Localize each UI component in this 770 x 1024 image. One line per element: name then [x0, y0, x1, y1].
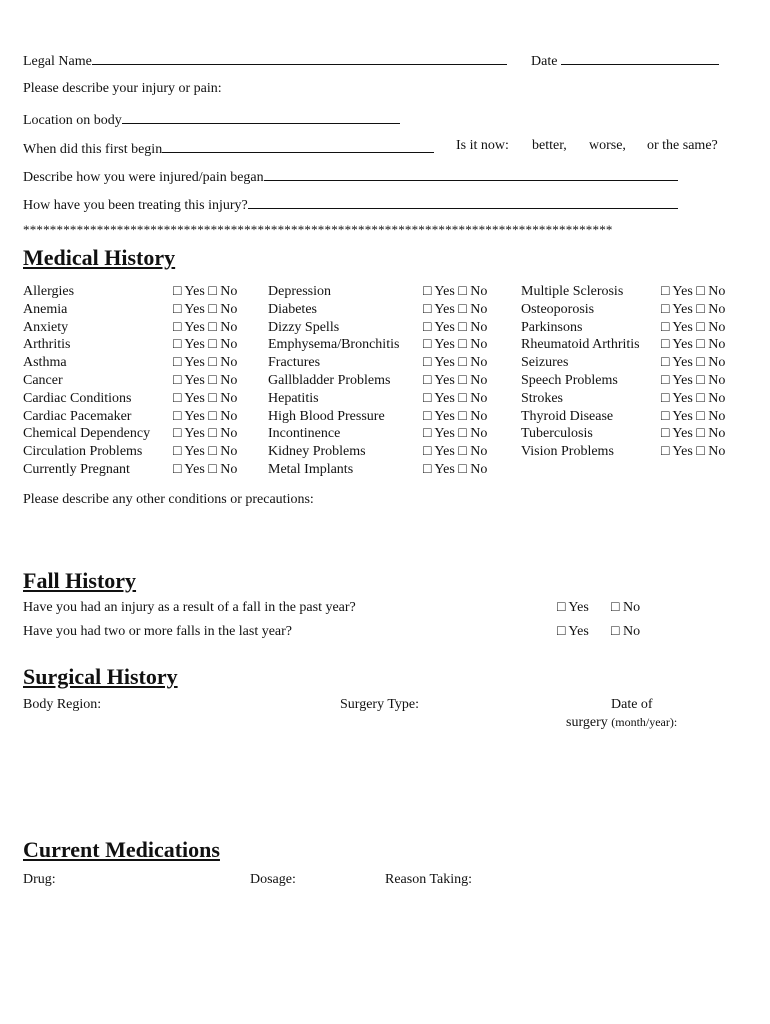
condition-label: Depression [268, 284, 331, 299]
legal-name-label: Legal Name [23, 54, 92, 69]
condition-label: Rheumatoid Arthritis [521, 337, 640, 353]
condition-label: Anxiety [23, 319, 69, 335]
yes-no-checkbox[interactable]: □ Yes □ No [661, 372, 726, 388]
yes-no-checkbox[interactable]: □ Yes □ No [661, 319, 726, 335]
yes-no-checkbox[interactable]: □ Yes □ No [423, 355, 488, 371]
yes-no-checkbox[interactable]: □ Yes □ No [661, 444, 726, 460]
yes-no-checkbox[interactable]: □ Yes □ No [173, 301, 238, 317]
drug-label: Drug: [23, 872, 56, 887]
treating-line[interactable] [248, 194, 678, 209]
yes-no-checkbox[interactable]: □ Yes □ No [661, 337, 726, 353]
yes-no-checkbox[interactable]: □ Yes □ No [661, 301, 726, 317]
yes-no-checkbox[interactable]: □ Yes □ No [423, 426, 488, 442]
condition-label: Dizzy Spells [268, 319, 340, 335]
how-injured-line[interactable] [264, 166, 678, 181]
yes-no-checkbox[interactable]: □ Yes □ No [423, 301, 488, 317]
surgical-history-title: Surgical History [23, 664, 178, 689]
first-begin-label: When did this first begin [23, 142, 163, 157]
how-injured-field[interactable] [23, 166, 678, 186]
condition-label: Cardiac Conditions [23, 390, 132, 406]
first-begin-field[interactable] [23, 138, 434, 158]
condition-label: Chemical Dependency [23, 426, 151, 442]
medical-col2-checkboxes[interactable] [423, 283, 487, 479]
location-field[interactable] [23, 109, 400, 129]
condition-label: Multiple Sclerosis [521, 284, 624, 299]
yes-no-checkbox[interactable]: □ Yes □ No [423, 284, 488, 299]
location-label: Location on body [23, 113, 122, 128]
fall-q2-yes-checkbox[interactable]: □ Yes [557, 624, 589, 639]
condition-label: Fractures [268, 355, 321, 371]
yes-no-checkbox[interactable]: □ Yes □ No [423, 408, 488, 424]
yes-no-checkbox[interactable]: □ Yes □ No [173, 390, 238, 406]
fall-q2-no-checkbox[interactable]: □ No [611, 624, 641, 639]
yes-no-checkbox[interactable]: □ Yes □ No [661, 408, 726, 424]
condition-label: Gallbladder Problems [268, 372, 391, 388]
yes-no-checkbox[interactable]: □ Yes □ No [661, 355, 726, 371]
medical-col3-checkboxes[interactable] [661, 283, 725, 461]
condition-label: Metal Implants [268, 461, 354, 477]
reason-taking-label: Reason Taking: [385, 872, 473, 887]
yes-no-checkbox[interactable]: □ Yes □ No [173, 355, 238, 371]
yes-no-checkbox[interactable]: □ Yes □ No [173, 372, 238, 388]
separator-stars: **************************************************************************************** [23, 222, 613, 237]
yes-no-checkbox[interactable]: □ Yes □ No [173, 319, 238, 335]
yes-no-checkbox[interactable]: □ Yes □ No [173, 444, 238, 460]
date-field[interactable] [531, 50, 719, 70]
yes-no-checkbox[interactable]: □ Yes □ No [661, 390, 726, 406]
fall-q1-no-checkbox[interactable]: □ No [611, 600, 641, 615]
condition-label: Incontinence [268, 426, 341, 442]
yes-no-checkbox[interactable]: □ Yes □ No [423, 461, 488, 477]
how-injured-label: Describe how you were injured/pain began [23, 170, 264, 185]
condition-label: Allergies [23, 284, 75, 299]
medical-col2-names [268, 283, 399, 479]
surgery-word: surgery [566, 715, 608, 730]
month-year-label: (month/year): [611, 715, 678, 729]
condition-label: Tuberculosis [521, 426, 593, 442]
date-of-label: Date of [611, 697, 653, 712]
describe-injury-label: Please describe your injury or pain: [23, 81, 222, 96]
is-it-now-label: Is it now: [456, 138, 509, 153]
condition-label: Osteoporosis [521, 301, 595, 317]
fall-history-title: Fall History [23, 568, 137, 593]
condition-label: Cardiac Pacemaker [23, 408, 132, 424]
treating-label: How have you been treating this injury? [23, 198, 248, 213]
current-medications-title: Current Medications [23, 837, 220, 862]
fall-q1-yes-checkbox[interactable]: □ Yes [557, 600, 589, 615]
condition-label: Emphysema/Bronchitis [268, 337, 400, 353]
condition-label: Arthritis [23, 337, 71, 353]
yes-no-checkbox[interactable]: □ Yes □ No [423, 390, 488, 406]
condition-label: Cancer [23, 372, 63, 388]
medical-col1-checkboxes[interactable] [173, 283, 237, 479]
yes-no-checkbox[interactable]: □ Yes □ No [423, 337, 488, 353]
option-same[interactable]: or the same? [647, 138, 718, 153]
yes-no-checkbox[interactable]: □ Yes □ No [423, 444, 488, 460]
yes-no-checkbox[interactable]: □ Yes □ No [173, 461, 238, 477]
first-begin-line[interactable] [162, 138, 434, 153]
condition-label: Speech Problems [521, 372, 618, 388]
surgery-type-label: Surgery Type: [340, 697, 419, 712]
yes-no-checkbox[interactable]: □ Yes □ No [173, 284, 238, 299]
condition-label: Vision Problems [521, 444, 614, 460]
condition-label: Parkinsons [521, 319, 583, 335]
legal-name-line[interactable] [92, 50, 507, 65]
yes-no-checkbox[interactable]: □ Yes □ No [173, 337, 238, 353]
condition-label: Strokes [521, 390, 563, 406]
yes-no-checkbox[interactable]: □ Yes □ No [423, 372, 488, 388]
other-conditions-label: Please describe any other conditions or precautions: [23, 492, 314, 507]
condition-label: Thyroid Disease [521, 408, 614, 424]
yes-no-checkbox[interactable]: □ Yes □ No [661, 426, 726, 442]
date-line[interactable] [561, 50, 719, 65]
condition-label: Seizures [521, 355, 569, 371]
medical-history-title: Medical History [23, 245, 176, 270]
treating-field[interactable] [23, 194, 678, 214]
medical-col3-names [521, 283, 640, 461]
yes-no-checkbox[interactable]: □ Yes □ No [423, 319, 488, 335]
surgery-date-label [566, 715, 677, 731]
option-better[interactable]: better, [532, 138, 567, 153]
condition-label: High Blood Pressure [268, 408, 385, 424]
condition-label: Circulation Problems [23, 444, 143, 460]
yes-no-checkbox[interactable]: □ Yes □ No [173, 408, 238, 424]
condition-label: Anemia [23, 301, 68, 317]
condition-label: Asthma [23, 355, 67, 371]
body-region-label: Body Region: [23, 697, 102, 712]
condition-label: Currently Pregnant [23, 461, 130, 477]
dosage-label: Dosage: [250, 872, 296, 887]
location-line[interactable] [122, 109, 400, 124]
condition-label: Kidney Problems [268, 444, 366, 460]
fall-question-1: Have you had an injury as a result of a fall in the past year? [23, 600, 356, 615]
yes-no-checkbox[interactable]: □ Yes □ No [661, 284, 726, 299]
yes-no-checkbox[interactable]: □ Yes □ No [173, 426, 238, 442]
condition-label: Diabetes [268, 301, 317, 317]
date-label: Date [531, 54, 558, 69]
condition-label: Hepatitis [268, 390, 319, 406]
option-worse[interactable]: worse, [589, 138, 626, 153]
medical-col1-names [23, 283, 150, 479]
fall-question-2: Have you had two or more falls in the last year? [23, 624, 293, 639]
legal-name-field[interactable] [23, 50, 507, 70]
